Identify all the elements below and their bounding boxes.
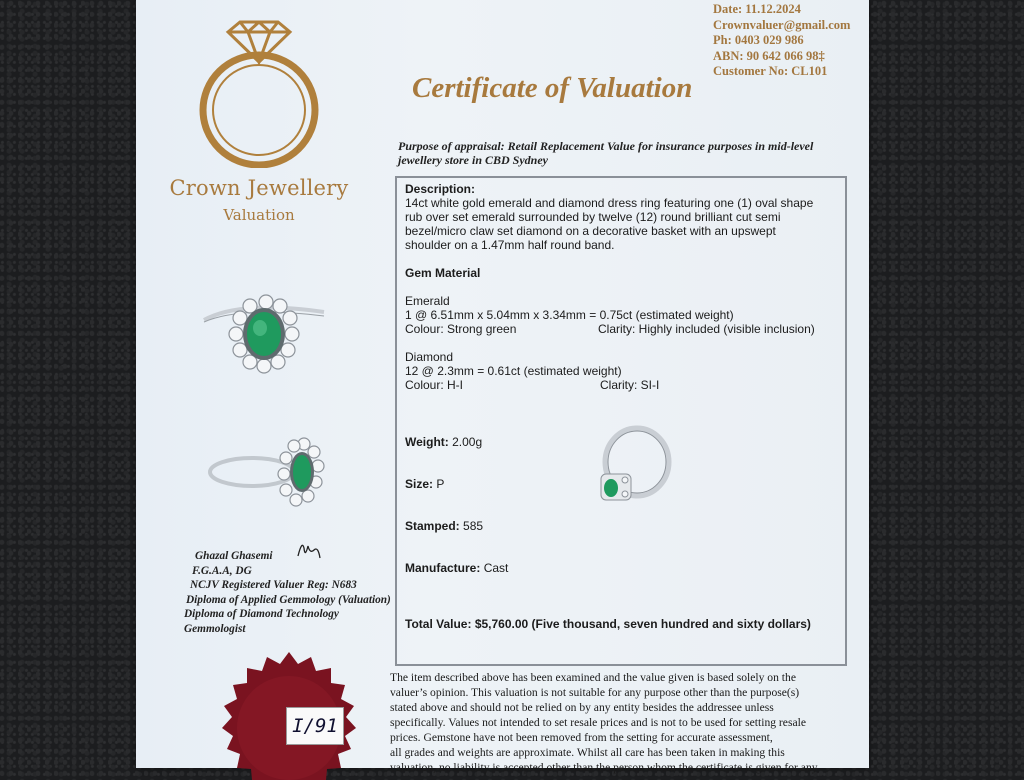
customer-number: Customer No: CL101 [713, 64, 828, 78]
stamped-label: Stamped: [405, 519, 460, 533]
ring-front-photo [200, 292, 326, 384]
signature-icon [294, 538, 324, 562]
size-label: Size: [405, 477, 434, 491]
signer-registration: NCJV Registered Valuer Reg: N683 [190, 579, 357, 592]
diamond-clarity: Clarity: SI-I [600, 378, 660, 392]
certificate-paper [136, 0, 869, 774]
ring-side-photo [208, 436, 328, 512]
disclaimer-line: valuation, no liability is accepted other than the person whom the certificate is given for any [390, 761, 818, 774]
total-value-row [405, 617, 811, 631]
diploma-applied-gemmology: Diploma of Applied Gemmology (Valuation) [186, 593, 391, 606]
stamped-row [405, 519, 483, 533]
emerald-spec: 1 @ 6.51mm x 5.04mm x 3.34mm = 0.75ct (estimated weight) [405, 308, 734, 322]
disclaimer-text [390, 670, 850, 775]
weight-label: Weight: [405, 435, 449, 449]
disclaimer-line: specifically. Values not intended to set resale prices and is not to be used for setting resale [390, 716, 806, 729]
description-line: bezel/micro claw set diamond on a decorative basket with an upswept [405, 224, 776, 238]
diamond-colour: Colour: H-I [405, 378, 464, 392]
description-line: shoulder on a 1.47mm half round band. [405, 238, 615, 252]
disclaimer-line: all grades and weights are approximate. Whilst all care has been taken in making this [390, 746, 785, 759]
description-label: Description: [405, 182, 476, 196]
diamond-name: Diamond [405, 350, 454, 364]
brand-name: Crown Jewellery [169, 176, 349, 200]
description-line: rub over set emerald surrounded by twelve (12) round brilliant cut semi [405, 210, 781, 224]
signer-block [184, 549, 391, 637]
contact-block [713, 2, 850, 80]
diploma-diamond-technology: Diploma of Diamond Technology [184, 608, 339, 621]
signer-role: Gemmologist [184, 622, 246, 635]
description-line: 14ct white gold emerald and diamond dress ring featuring one (1) oval shape [405, 196, 814, 210]
disclaimer-line: prices. Gemstone have not been removed from the setting for accurate assessment, [390, 731, 773, 744]
abn-text: ABN: 90 642 066 98‡ [713, 48, 825, 63]
description-box [395, 176, 847, 666]
weight-row [405, 435, 482, 449]
disclaimer-line: valuer’s opinion. This valuation is not suitable for any purpose other than the purpose(s) [390, 686, 800, 699]
total-value: $5,760.00 (Five thousand, seven hundred and sixty dollars) [474, 617, 811, 631]
disclaimer-line: The item described above has been examined and the value given is based solely on the [390, 671, 796, 684]
crown-ring-logo-icon [196, 18, 322, 168]
date-text: Date: 11.12.2024 [713, 2, 801, 16]
manufacture-label: Manufacture: [405, 561, 481, 575]
gem-material-label: Gem Material [405, 266, 481, 280]
size-value: P [436, 477, 445, 491]
seal-label: I/91 [286, 707, 344, 745]
stamped-value: 585 [463, 519, 484, 533]
emerald-clarity: Clarity: Highly included (visible inclusion) [598, 322, 815, 336]
manufacture-value: Cast [483, 561, 509, 575]
emerald-name: Emerald [405, 294, 450, 308]
weight-value: 2.00g [452, 435, 483, 449]
signer-qualifications: F.G.A.A, DG [192, 564, 252, 577]
brand-subtitle: Valuation [223, 206, 295, 224]
size-row [405, 477, 444, 491]
ring-top-photo [595, 422, 675, 506]
signer-name: Ghazal Ghasemi [195, 550, 273, 562]
email-text: Crownvaluer@gmail.com [713, 17, 851, 32]
total-label: Total Value: [405, 617, 472, 631]
phone-text: Ph: 0403 029 986 [713, 33, 804, 47]
purpose-of-appraisal: Purpose of appraisal: Retail Replacement Value for insurance purposes in mid-level jewellery store in CBD Sydney [398, 139, 814, 167]
certificate-title: Certificate of Valuation [412, 72, 693, 104]
manufacture-row [405, 561, 508, 575]
emerald-colour: Colour: Strong green [405, 322, 517, 336]
diamond-spec: 12 @ 2.3mm = 0.61ct (estimated weight) [405, 364, 622, 378]
disclaimer-line: stated above and should not be relied on by any entity besides the addressee unless [390, 701, 774, 714]
